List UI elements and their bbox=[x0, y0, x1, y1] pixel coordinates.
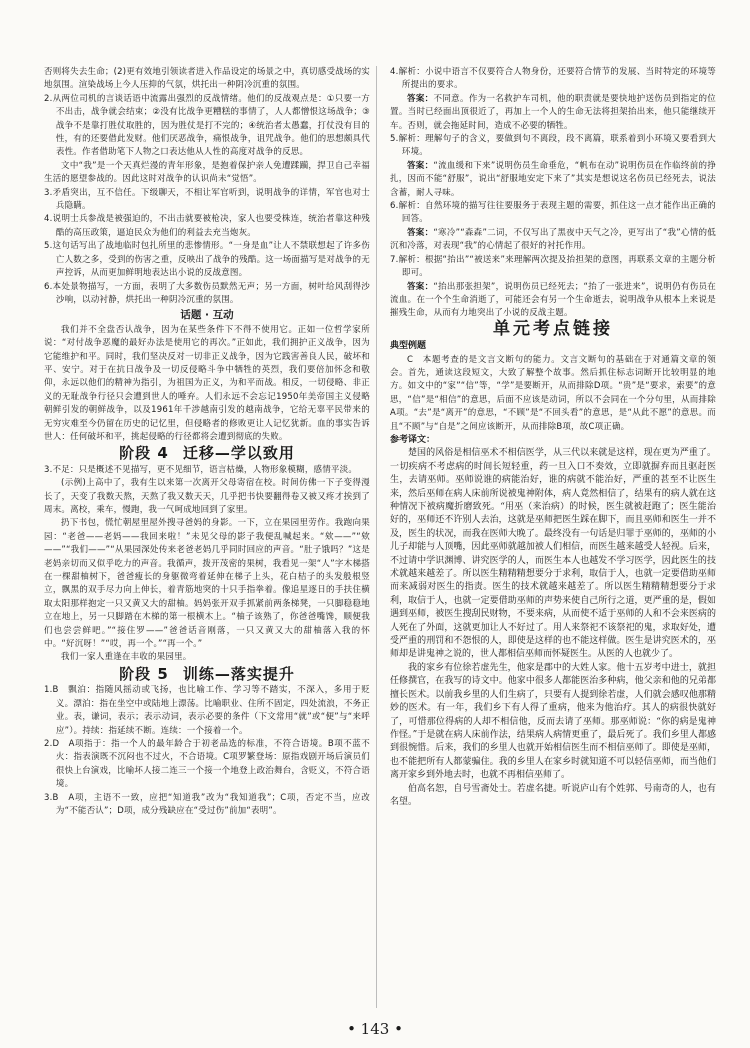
answer-item: 2.从两位司机的言谈话语中流露出强烈的反战情绪。他们的反战观点是：①只要一方不出击，战争就会结束；②没有比战争更糟糕的事情了，人人都憎恨这场战争；③战争不是靠打胜仗取胜的，因为胜仗是打不完的；④统治者太愚蠢，打仗没有目的性，有的还要借此发财。他们厌恶战争，痛恨战争，诅咒战争。他们的思想颇具代表性。作者借助笔下人物之口表达他从人性的高度对战争的反思。 bbox=[44, 93, 370, 158]
answer-item: 4.说明士兵参战是被强迫的，不出击就要被枪决，家人也要受株连，统治者靠这种残酷的高压政策，逼迫民众为他们的利益去充当炮灰。 bbox=[44, 214, 370, 238]
reference-paragraph: 我的家乡有位徐若虚先生，他家是郡中的大姓人家。他十五岁考中进士，就担任修撰官，在我写的诗文中。他家中很多人都能医治多种病，他父亲和他的兄弟都擅长医术。以前我乡里的人们生病了，只要有人提到徐若虚，人们就会感叹他那精妙的医术。有一年，我们乡下有人得了重病，他来为他治疗。其人的病很快就好了，可惜那位得病的人却不相信他，反而去请了巫师。那巫师说：“你的病是鬼神作怪。”于是就在病人床前作法，结果病人病情更重了，最后死了。我们乡里人都感到很惋惜。后来，我们的乡里人也就开始相信医生而不相信巫师了。即使是巫师，也不能把所有人都蒙骗住。我的乡里人在家乡时就知道不可以轻信巫师，而当他们离开家乡到外地去时，也就不再相信巫师了。 bbox=[390, 662, 716, 781]
essay-paragraph: 扔下书包，慌忙朝屋里屋外搜寻爸妈的身影。一下，立在果园里劳作。我跑向果园：“老爸——老妈——我回来啦！”未见父母的影子我便乱喊起来。“欸——”“欸——”“我们——”“从果园深处传来老爸老妈几乎同时回应的声音。“肚子饿吗？”这是老妈亲切而又似乎吃力的声音。我循声，拨开茂密的果树，我看见一架“人”字木梯搭在一棵甜柚树下，爸爸瘦长的身躯微弯着延伸在梯子上头，花白桔子的头发般根竖立，飘黑的双手尽力向上伸长，着青筋地突的十只手指拳着。像追星逐日的手扶住横取太阳那样抱定一只又黄又大的甜柚。妈妈张开双手抓紧前两条梯凳，一只脚稳稳地立在地上，另一只脚踏在木梯的第一根横木上。“柚子该熟了，你爸爸嘴馋，顺便我们也尝尝鲜吧。”“接住罗——”爸爸话音刚落，一只又黄又大的甜柚落入我的怀中。“好沉呀！”“哎，再一个。”“再一个。” bbox=[44, 518, 370, 650]
stage4-heading: 阶段 4 迁移—学以致用 bbox=[119, 444, 295, 463]
example-label: 典型例题 bbox=[390, 341, 427, 352]
answer-list-a bbox=[44, 93, 370, 308]
answer-item: 7.解析：根据“抬出”“被送来”来理解两次提及抬担架的意图，再联系文章的主题分析即可。 bbox=[390, 254, 716, 279]
topic-heading: 话题 · 互动 bbox=[180, 309, 234, 322]
answer-item: 文中“我”是一个天真烂漫的青年形象，是抱着保护亲人免遭蹂躏，捍卫自己幸福生活的愿望参战的。因此这时对战争的认识尚未“觉悟”。 bbox=[44, 160, 370, 185]
answer-item: 2.D A项指于：指一个人的最年龄合于初老品选的标准，不符合语境。B项不蓝不火：指表演既不沉闷也不过火，不合语境。C项罗繁登场：原指戏剧开场后演员们很快上台演戏，比喻坏人接二连三一个接一个地登上政治舞台，含贬义，不符合语境。 bbox=[44, 738, 370, 790]
reference-label: 参考译文： bbox=[390, 434, 436, 445]
column-divider bbox=[376, 66, 377, 1008]
answer-item: 4.解析：小说中语言不仅要符合人物身份，还要符合情节的发展、当时特定的环境等所提出的要求。 bbox=[390, 67, 716, 91]
answer-item: 3.B A项，主语不一致，应把“知道我”改为“我知道我”；C项，否定不当，应改为“不能否认”；D项，成分残缺应在“受过伤”前加“表明”。 bbox=[44, 792, 370, 816]
answer-item: 3.矛盾突出，互不信任。下级聊天，不相让军官听到，说明战争的详情，军官也对士兵隐瞒。 bbox=[44, 187, 370, 212]
example-text: C 本题考查的是文言文断句的能力。文言文断句的基础在于对通篇文章的领会。首先，通读这段短文，大致了解整个故事。然后抓住标志词断开比较明显的地方。如文中的“家”“信”等，“学”是要断开，从而排除D项。“贵”是“要求，索要”的意思，“信”是“相信”的意思，后面不应该是动词，所以不会同在一个分句里，从而排除A项。“去”是“离开”的意思，“不顾”是“不回头看”的意思，是“从此不愿”的意思。而且“不顾”与“自是”之间应该断开，从而排除B项，故C项正确。 bbox=[390, 354, 716, 432]
reference-paragraph: 楚国的风俗是相信巫术不相信医学，从三代以来就是这样，现在更为严重了。一切疾病不考虑病的时间长短轻重，药一旦入口不奏效，立即就摒弃而且驱赶医生，去请巫师。巫师说谁的病能治好，谁的病就不能治好，严重的甚至不让医生来，然后巫师在病人床前所说被鬼神附体，病人竟然相信了，结果有的病人就在这种情况下被病魔折磨致死。“用巫（来治病）的时候，医生就被赶跑了；医生能治好的，巫师还不许别人去治，这就是巫师把医生踩在脚下，而且巫师和医生一并不及，医生的状况，而我在医师大晚了。最终没有一句话是归罪于巫师的，巫师的小儿子却能与人顶嘴，因此巫师就越加被人们相信，而医生越来越受人轻视。后来，不过请中学识渊博、讲究医学的人，而医生本人也越发不学习医学，因此医生的技术就越来越差了。所以医生精精精想要分于求利，取信于人，也就一定要借助巫师而来减弱对医生的指责。医生的技术就越来越差了。所以医生精精精想要分于求利，取信于人，也就一定要借助巫师的声势来使自己所行之道，更严重的是，假如遇到巫师，被医生搜刮民财物，不要来病，从而使不适于巫师的人和不会来医病的人死在了外面，这就更加让人不好过了。用人来祭祀不该祭祀的鬼，求取好处，遭受严重的刑罚和不怨恨的人，即使是这样的也不能这样做。医生是讲究医术的，巫师却是讲鬼神之说的，世人都相信巫师而怀疑医生。从医的人也就少了。 bbox=[390, 448, 716, 660]
reference-closing: 伯高名恕，自号雪斋处士。若虚名捷。听说庐山有个姓郭、号南奇的人，也有名望。 bbox=[390, 783, 716, 807]
answer-item: 答案：“抬出那张担架”，说明伤员已经死去；“抬了一张进来”，说明仍有伤员在流血。在一个个生命消逝了，可能还会有另一个生命逝去，说明战争从根本上来说是摧残生命，从而有力地突出了小说的反战主题。 bbox=[390, 281, 716, 319]
answer-item: 3.不足：只是概述不见描写，更不见细节，语言枯燥，人物形象模糊，感情平淡。 bbox=[44, 464, 358, 475]
answer-item: 5.解析：理解句子的含义，要做到句不离段，段不离篇，联系着到小环境又要看到大环境。 bbox=[390, 134, 716, 158]
answer-item: 答案：“流血缓和下来”说明伤员生命垂危，“帆布在动”说明伤员在作临终前的挣扎，因而不能“舒服”，说出“舒服地安定下来了”其实是想说这名伤员已经死去，说法含蓄，耐人寻味。 bbox=[390, 160, 716, 198]
answer-item: 6.本处景物描写，一方面，表明了大多数伤员默然无声；另一方面，树叶给风刮得沙沙响，以动衬静，烘托出一种阴冷沉重的氛围。 bbox=[44, 281, 370, 305]
stage5-heading: 阶段 5 训练—落实提升 bbox=[119, 664, 295, 683]
answer-list-b bbox=[390, 66, 716, 321]
answer-item: 5.这句话写出了战地临时包扎所里的悲惨情形。“一身是血”让人不禁联想起了许多伤亡人数之多，受到的伤害之重，反映出了战争的残酷。这一场面描写是对战争的无声控诉，从而更加鲜明地表达出小说的反战意图。 bbox=[44, 241, 370, 279]
page-number: • 143 • bbox=[347, 1020, 403, 1038]
right-column bbox=[390, 66, 716, 1008]
left-column bbox=[44, 66, 370, 1008]
answer-item: 答案：不同意。作为一名救护车司机，他的职责就是要快地护送伤员到指定的位置。当时已经面出顶很近了，再加上一个人的生命无法将担架抬出来，他只能继续开车。否则，就会拖延时间，造成不必要的牺牲。 bbox=[390, 93, 716, 131]
answer-continuation: 否则将失去生命；(2)更有效地引领读者进入作品设定的场景之中，真切感受战场的实地氛围。渲染战场上今人压抑的气氛，烘托出一种阴冷沉重的氛围。 bbox=[44, 67, 370, 91]
answer-item: 1.B 飘泊：指随风摇动或飞扬，也比喻工作、学习等不踏实，不深入，多用于贬义。漂泊：指在坐空中或陆地上漂荡。比喻职业、住所不固定，四处流浪，不务正业。表，谦词，表示；表示动词，表示必要的条件（下文常用“就”或“便”与“来呼应”）。持续：指延续不断。连续：一个接着一个。 bbox=[44, 685, 370, 736]
topic-text: 我们并不全盘否认战争，因为在某些条件下不得不使用它。正如一位哲学家所说：“对付战争恶魔的最好办法是使用它的再次。”正如此，我们拥护正义战争，因为它能维护和平。同时，我们坚决反对一切非正义战争，因为它践害善良人民，破坏和平、安宁。对于在抗日战争及一切反侵略斗争中牺牲的英烈，我们要倍加怀念和敬仰，永远以他们的精神为指引，为祖国为正义，为和平而战。相反，一切侵略、非正义的无耻战争行径只会遭到世人的唾弃。人们永远不会忘记1950年美帝国主义侵略朝鲜引发的朝鲜战争，以及1961年千涉越南引发的越南战争，它给无辜平民带来的无穷灾难至今仍留在历史的记忆里，但侵略者的修败更让人记忆犹新。血的事实告诉世人：任何破坏和平，挑起侵略的行径都将会遭到彻底的失败。 bbox=[44, 324, 370, 442]
unit-heading: 单元考点链接 bbox=[493, 318, 613, 339]
answer-item: 答案：“寒冷”“森森”二词，不仅写出了黑夜中天气之冷，更写出了“我”心情的低沉和冷落，对表现“我”的心情起了很好的衬托作用。 bbox=[390, 227, 716, 252]
answer-item: 6.解析：自然环境的描写往往要服务于表现主题的需要，抓住这一点才能作出正确的回答。 bbox=[390, 201, 716, 225]
essay-paragraph: 我们一家人重逢在丰收的果园里。 bbox=[61, 652, 192, 663]
essay-paragraph: (示例)上高中了，我有生以来第一次离开父母寄宿在校。时间仿佛一下子变得漫长了，天变了我数天熬，天熬了我又数天天，几乎把书快要翻得卷又被又疼才挨到了周末。离校，乘车，慢跑，我一气呵成地回到了家里。 bbox=[44, 478, 370, 515]
